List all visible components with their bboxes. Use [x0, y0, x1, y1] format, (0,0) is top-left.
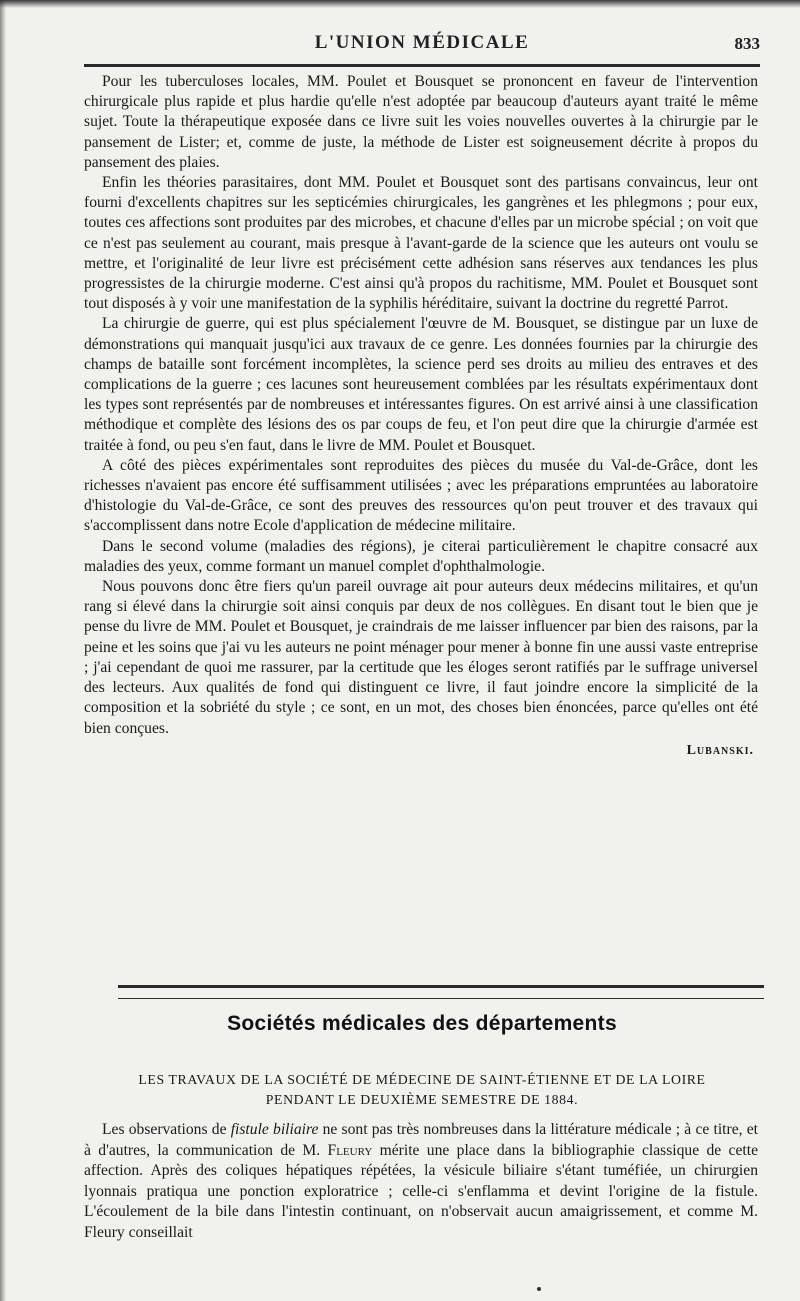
review-paragraph: Dans le second volume (maladies des régions), je citerai particulièrement le chapitre consacré aux maladies des yeux, comme formant un manuel complet d'ophthalmologie. — [84, 537, 758, 575]
section-body — [84, 1120, 758, 1244]
review-paragraph: Nous pouvons donc être fiers qu'un pareil ouvrage ait pour auteurs deux médecins militaires, et qu'un rang si élevé dans la chirurgie soit ainsi conquis par deux de nos collègues. En disant tout le bien que je pense du livre de MM. Poulet et Bousquet, je craindrais de me laisser influencer par bien des raisons, par la peine et les soins que j'ai vu les auteurs ne point ménager pour mener à bonne fin une aussi vaste entreprise ; j'ai cependant de quoi me rassurer, par la certitude que les éloges seront ratifiés par le suffrage universel des lecteurs. Aux qualités de fond qui distinguent ce livre, il faut joindre encore la simplicité de la composition et la sobriété du style ; ce sont, en un mot, des choses bien énoncées, parce qu'elles ont été bien conçues. — [84, 578, 758, 737]
review-paragraph: Pour les tuberculoses locales, MM. Poulet et Bousquet se prononcent en faveur de l'intervention chirurgicale plus rapide et plus hardie qu'elle n'est adoptée par beaucoup d'auteurs ayant traité le même sujet. Toute la thérapeutique exposée dans ce livre suit les voies nouvelles ouvertes à la chirurgie par le pansement de Lister; et, comme de juste, la méthode de Lister est soigneusement décrite à propos du pansement des plaies. — [84, 73, 758, 171]
subsection-title-line: PENDANT LE DEUXIÈME SEMESTRE DE 1884. — [265, 1092, 579, 1107]
print-mark — [537, 1287, 541, 1291]
running-title: L'UNION MÉDICALE — [314, 32, 530, 53]
section-title: Sociétés médicales des départements — [227, 1012, 617, 1035]
header-rule — [84, 64, 760, 67]
text-run: ne sont pas très nombreuses dans la littérature médicale ; à ce titre, et à d'autres, la communication de M. — [84, 1121, 758, 1159]
text-run: mérite une place dans la bibliographie classique de cette affection. Après des coliques hépatiques répétées, la vésicule biliaire s'étant tuméfiée, un chirurgien lyonnais pratiqua une ponction exploratrice ; celle-ci s'enflamma et devint l'origine de la fistule. L'écoulement de la bile dans l'intestin continuant, on n'observait aucun amaigrissement, et comme M. Fleury conseillait — [84, 1141, 758, 1241]
section-paragraph — [84, 1120, 758, 1244]
italic-term: fistule biliaire — [230, 1121, 319, 1138]
author-signature: Lubanski. — [686, 742, 754, 758]
review-paragraph: La chirurgie de guerre, qui est plus spécialement l'œuvre de M. Bousquet, se distingue par un luxe de démonstrations qui manquait jusqu'ici aux travaux de ce genre. Les données fournies par la chirurgie des champs de bataille sont forcément incomplètes, la science perd ses droits au milieu des entraves et des complications de la guerre ; ces lacunes sont heureusement comblées par les résultats expérimentaux dont les types sont représentés par de nombreuses et intéressantes figures. On est arrivé ainsi à une classification méthodique et complète des lésions des os par coups de feu, et l'on peut dire que la chirurgie d'armée est traitée à fond, ou peu s'en faut, dans le livre de MM. Poulet et Bousquet. — [84, 315, 758, 454]
review-paragraph: Enfin les théories parasitaires, dont MM. Poulet et Bousquet sont des partisans convaincus, leur ont fourni d'excellents chapitres sur les septicémies chirurgicales, les gangrènes et les phlegmons ; pour eux, toutes ces affections sont produites par des microbes, et chacune d'elles par un microbe spécial ; on voit que ce n'est pas seulement au courant, mais presque à l'avant-garde de la science que les auteurs ont voulu se mettre, et l'originalité de leur livre est précisément cette adhésion sans réserves aux tendances les plus progressistes de la chirurgie moderne. C'est ainsi qu'à propos du rachitisme, MM. Poulet et Bousquet sont tout disposés à y voir une manifestation de la syphilis héréditaire, suivant la doctrine du regretté Parrot. — [84, 174, 758, 313]
subsection-title-line: LES TRAVAUX DE LA SOCIÉTÉ DE MÉDECINE DE SAINT-ÉTIENNE ET DE LA LOIRE — [138, 1072, 706, 1087]
section-divider — [118, 985, 764, 999]
running-head — [84, 28, 760, 62]
book-review-text — [84, 72, 758, 759]
text-run: Les observations de — [102, 1121, 231, 1138]
page-number: 833 — [734, 34, 760, 53]
person-name: Fleury — [327, 1141, 373, 1159]
review-paragraph: A côté des pièces expérimentales sont reproduites des pièces du musée du Val-de-Grâce, dont les richesses n'avaient pas encore été suffisamment utilisées ; avec les préparations empruntées au laboratoire d'histologie du Val-de-Grâce, ce sont des preuves des ressources qu'on peut trouver et des travaux qui s'accomplissent dans notre Ecole d'application de médecine militaire. — [84, 456, 758, 535]
subsection-title — [84, 1070, 760, 1110]
